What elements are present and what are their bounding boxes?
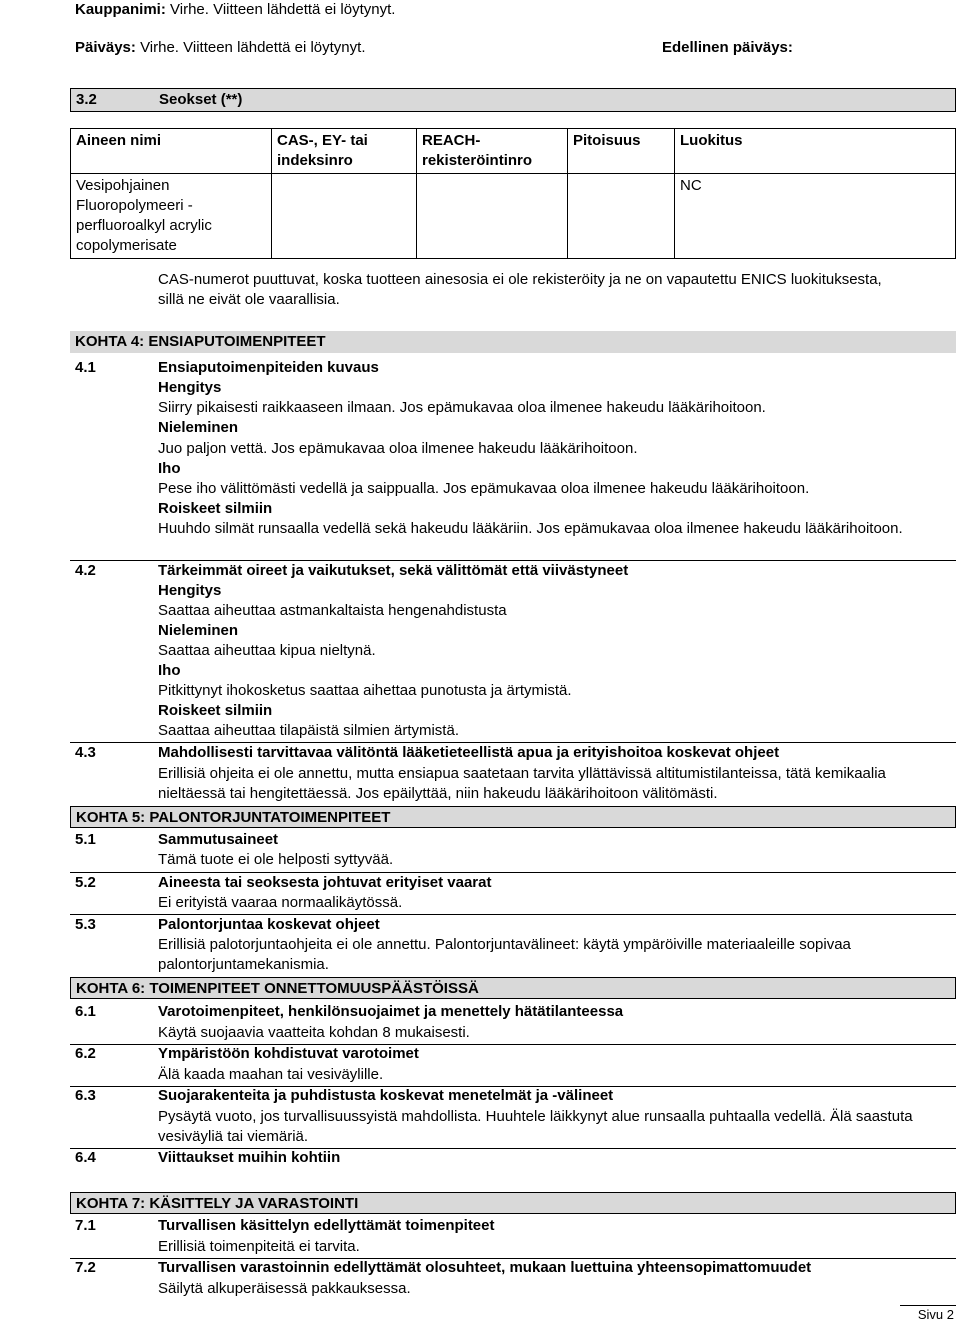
table-cell <box>568 174 675 259</box>
section-7-bar: KOHTA 7: KÄSITTELY JA VARASTOINTI <box>70 1192 956 1214</box>
subsection-title: Ensiaputoimenpiteiden kuvaus <box>158 359 379 376</box>
section-5-bar: KOHTA 5: PALONTORJUNTATOIMENPITEET <box>70 806 956 828</box>
subsection-title: Mahdollisesti tarvittavaa välitöntä lääketieteellistä apua ja erityishoitoa koskevat ohjeet <box>158 744 780 761</box>
section-4-bar: KOHTA 4: ENSIAPUTOIMENPITEET <box>70 331 956 353</box>
text-ingestion: Juo paljon vettä. Jos epämukavaa oloa ilmenee hakeudu lääkärihoitoon. <box>158 440 638 457</box>
table-row <box>71 174 956 259</box>
section-3-2-num: 3.2 <box>76 91 97 108</box>
subsection-title: Sammutusaineet <box>158 831 279 848</box>
subsection-title: Ympäristöön kohdistuvat varotoimet <box>158 1045 419 1062</box>
subsection-num: 5.2 <box>75 874 96 891</box>
mixture-table <box>70 128 956 259</box>
page-number: Sivu 2 <box>917 1307 954 1322</box>
subsection-num: 4.3 <box>75 744 96 761</box>
text-5-3: Erillisiä palotorjuntaohjeita ei ole annettu. Palontorjuntavälineet: käytä ympäröiville materiaaleille sopivaa palontorjuntamekanismia. <box>158 936 851 973</box>
subsection-num: 6.1 <box>75 1003 96 1020</box>
subsection-title: Turvallisen varastoinnin edellyttämät olosuhteet, mukaan luettuina yhteensopimattomuudet <box>158 1259 812 1276</box>
text-6-1: Käytä suojaavia vaatteita kohdan 8 mukaisesti. <box>158 1024 470 1041</box>
section-3-2-bar <box>70 88 956 112</box>
prev-date-label: Edellinen päiväys: <box>662 39 793 56</box>
table-cell: NC <box>675 174 956 259</box>
header-cell: Luokitus <box>675 129 956 174</box>
label-skin: Iho <box>158 662 181 679</box>
subsection-num: 6.3 <box>75 1087 96 1104</box>
trade-name-value: Virhe. Viitteen lähdettä ei löytynyt. <box>170 1 396 18</box>
subsection-num: 4.1 <box>75 359 96 376</box>
header-cell: REACH-rekisteröintinro <box>417 129 568 174</box>
text-inhalation: Siirry pikaisesti raikkaaseen ilmaan. Jos epämukavaa oloa ilmenee hakeudu lääkärihoitoon. <box>158 399 766 416</box>
subsection-title: Varotoimenpiteet, henkilönsuojaimet ja menettely hätätilanteessa <box>158 1003 624 1020</box>
footer-rule <box>900 1305 956 1306</box>
date-value: Virhe. Viitteen lähdettä ei löytynyt. <box>140 39 366 56</box>
text-skin: Pese iho välittömästi vedellä ja saippualla. Jos epämukavaa oloa ilmenee hakeudu lääkärihoitoon. <box>158 480 810 497</box>
cas-note: CAS-numerot puuttuvat, koska tuotteen ainesosia ei ole rekisteröity ja ne on vapautettu ENICS luokituksesta, sillä ne eivät ole vaarallisia. <box>158 271 882 308</box>
text-eyes: Saattaa aiheuttaa tilapäistä silmien ärtymistä. <box>158 722 459 739</box>
header-cell: CAS-, EY- tai indeksinro <box>272 129 417 174</box>
table-header-row <box>71 129 956 174</box>
label-eyes: Roiskeet silmiin <box>158 500 273 517</box>
label-ingestion: Nieleminen <box>158 622 239 639</box>
subsection-num: 7.1 <box>75 1217 96 1234</box>
subsection-title: Tärkeimmät oireet ja vaikutukset, sekä välittömät että viivästyneet <box>158 562 629 579</box>
table-cell <box>417 174 568 259</box>
text-5-1: Tämä tuote ei ole helposti syttyvää. <box>158 851 394 868</box>
text-5-2: Ei erityistä vaaraa normaalikäytössä. <box>158 894 403 911</box>
text-6-2: Älä kaada maahan tai vesiväylille. <box>158 1066 384 1083</box>
text-7-1: Erillisiä toimenpiteitä ei tarvita. <box>158 1238 360 1255</box>
table-cell: Vesipohjainen Fluoropolymeeri - perfluoroalkyl acrylic copolymerisate <box>71 174 272 259</box>
text-inhalation: Saattaa aiheuttaa astmankaltaista hengenahdistusta <box>158 602 507 619</box>
subsection-title: Suojarakenteita ja puhdistusta koskevat menetelmät ja -välineet <box>158 1087 614 1104</box>
date-line <box>75 38 365 58</box>
table-cell <box>272 174 417 259</box>
text-4-3: Erillisiä ohjeita ei ole annettu, mutta ensiapua saatetaan tarvita yllättävissä altitumistilanteissa, tätä kemikaalia nieltäessä tai hengitettäessä. Jos epäilyttää, niin hakeudu lääkärihoitoon välitömästi. <box>158 765 886 802</box>
date-label: Päiväys: <box>75 39 136 56</box>
subsection-num: 5.3 <box>75 916 96 933</box>
subsection-num: 7.2 <box>75 1259 96 1276</box>
trade-name-label: Kauppanimi: <box>75 1 166 18</box>
section-3-2-title: Seokset (**) <box>159 91 243 108</box>
text-skin: Pitkittynyt ihokosketus saattaa aihettaa punotusta ja ärtymistä. <box>158 682 572 699</box>
header-cell: Aineen nimi <box>71 129 272 174</box>
subsection-title: Aineesta tai seoksesta johtuvat erityiset vaarat <box>158 874 492 891</box>
section-6-bar: KOHTA 6: TOIMENPITEET ONNETTOMUUSPÄÄSTÖISSÄ <box>70 977 956 999</box>
label-inhalation: Hengitys <box>158 582 222 599</box>
subsection-num: 4.2 <box>75 562 96 579</box>
subsection-title: Palontorjuntaa koskevat ohjeet <box>158 916 380 933</box>
label-inhalation: Hengitys <box>158 379 222 396</box>
trade-name-line <box>75 0 395 20</box>
text-6-3: Pysäytä vuoto, jos turvallisuussyistä mahdollista. Huuhtele läikkynyt alue runsaalla puhtaalla vedellä. Älä saastuta vesiväyliä tai viemäriä. <box>158 1108 913 1145</box>
label-ingestion: Nieleminen <box>158 419 239 436</box>
subsection-num: 6.4 <box>75 1149 96 1166</box>
subsection-title: Turvallisen käsittelyn edellyttämät toimenpiteet <box>158 1217 495 1234</box>
text-7-2: Säilytä alkuperäisessä pakkauksessa. <box>158 1280 411 1297</box>
text-ingestion: Saattaa aiheuttaa kipua nieltynä. <box>158 642 376 659</box>
label-eyes: Roiskeet silmiin <box>158 702 273 719</box>
subsection-num: 6.2 <box>75 1045 96 1062</box>
text-eyes: Huuhdo silmät runsaalla vedellä sekä hakeudu lääkäriin. Jos epämukavaa oloa ilmenee hakeudu lääkärihoitoon. <box>158 520 903 537</box>
label-skin: Iho <box>158 460 181 477</box>
header-cell: Pitoisuus <box>568 129 675 174</box>
subsection-num: 5.1 <box>75 831 96 848</box>
subsection-title: Viittaukset muihin kohtiin <box>158 1149 341 1166</box>
